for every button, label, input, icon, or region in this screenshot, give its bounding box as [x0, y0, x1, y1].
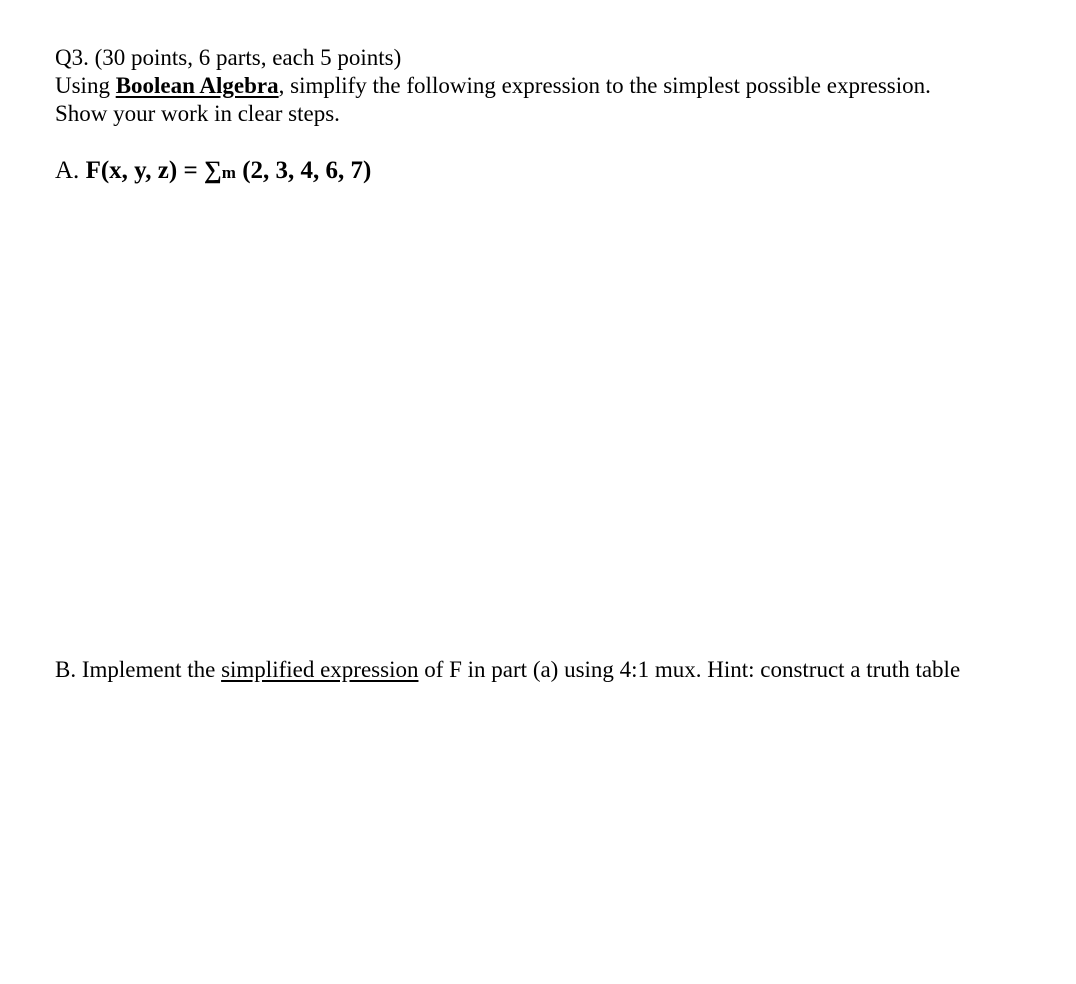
- question-instruction: [55, 72, 931, 100]
- part-b: [55, 656, 960, 684]
- question-header-text: Q3. (30 points, 6 parts, each 5 points): [55, 45, 402, 70]
- part-b-pre: B. Implement the: [55, 657, 222, 682]
- question-header: [55, 44, 401, 72]
- instruction-emphasis: Boolean Algebra: [115, 73, 279, 98]
- instruction-line2-text: Show your work in clear steps.: [55, 101, 340, 126]
- part-b-underlined: simplified expression: [221, 657, 419, 682]
- part-a-minterms: (2, 3, 4, 6, 7): [235, 157, 372, 184]
- instruction-pre: Using: [55, 73, 116, 98]
- part-a-label: A.: [55, 157, 80, 184]
- part-a: [55, 157, 371, 187]
- instruction-post: , simplify the following expression to the simplest possible expression.: [278, 73, 931, 98]
- part-b-post: of F in part (a) using 4:1 mux. Hint: construct a truth table: [418, 657, 961, 682]
- sigma-symbol: ∑: [203, 157, 222, 184]
- sigma-subscript: m: [221, 163, 236, 182]
- part-a-expression-lhs: F(x, y, z) =: [85, 157, 204, 184]
- question-instruction-line2: [55, 100, 340, 128]
